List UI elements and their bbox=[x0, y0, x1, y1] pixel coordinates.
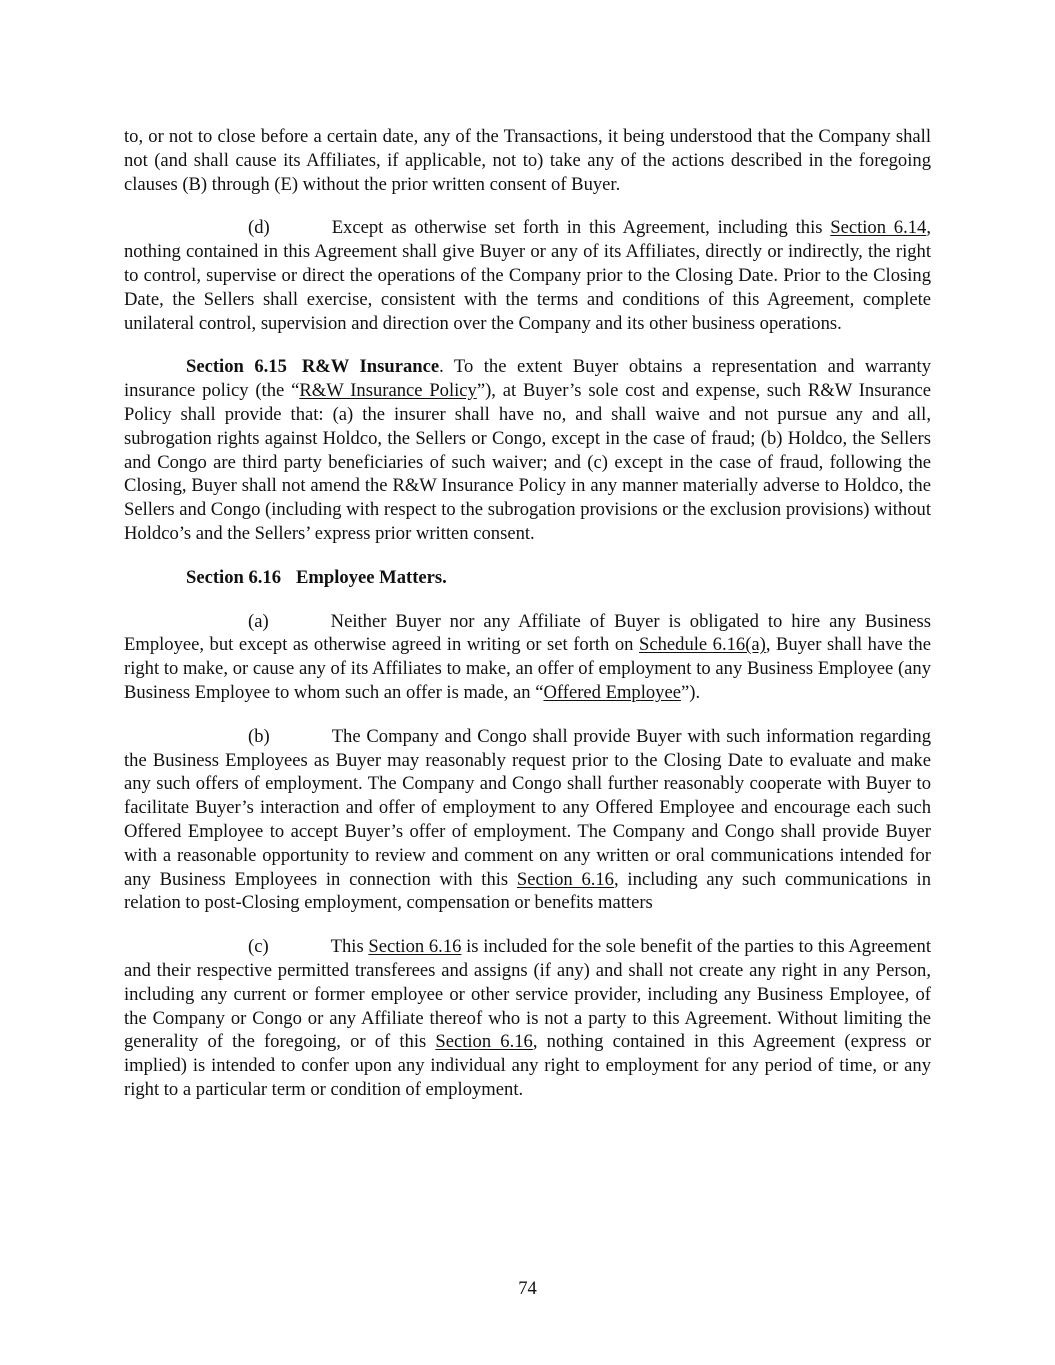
section-title: Employee Matters. bbox=[296, 566, 447, 588]
paragraph-text: The Company and Congo shall provide Buyer with such information regarding the Business Employees as Buyer may reasonably request prior to the Closing Date to evaluate and make any such offers of employment. The Company and Congo shall further reasonably cooperate with Buyer to facilitate Buyer’s interaction and offer of employment to any Offered Employee and encourage each such Offered Employee to accept Buyer’s offer of employment. The Company and Congo shall provide Buyer with a reasonable opportunity to review and comment on any written or oral communications intended for any Business Employees in connection with this bbox=[124, 725, 931, 890]
paragraph-text: , Buyer shall have the right to make, or cause any of its Affiliates to make, an offer of employment to any Business Employee (any Business Employee to whom such an offer is made, an “ bbox=[124, 634, 931, 703]
defined-term: R&W Insurance Policy bbox=[299, 380, 477, 402]
paragraph-text: , nothing contained in this Agreement (express or implied) is intended to confer upon any individual any right to employment for any period of time, or any right to a particular term or condition of employment. bbox=[124, 1031, 931, 1100]
clause-label: (a) bbox=[248, 610, 269, 632]
document-page bbox=[124, 125, 931, 1122]
cross-reference-link[interactable]: Section 6.16 bbox=[516, 868, 614, 890]
cross-reference-link[interactable]: Schedule 6.16(a) bbox=[639, 634, 766, 656]
paragraph-continuation bbox=[124, 125, 931, 196]
clause-label: (b) bbox=[248, 725, 270, 747]
paragraph-text: ”). bbox=[681, 681, 701, 703]
paragraph-text: . To the extent Buyer obtains a representation and warranty insurance policy (the “ bbox=[124, 356, 931, 402]
section-number: Section 6.15 bbox=[186, 356, 287, 378]
paragraph-6-14-d bbox=[124, 216, 931, 335]
section-number: Section 6.16 bbox=[186, 566, 282, 588]
clause-label: (d) bbox=[248, 217, 270, 239]
paragraph-text: ”), at Buyer’s sole cost and expense, such R&W Insurance Policy shall provide that: (a) the insurer shall have no, and shall waive and not pursue any and all, subrogation rights against Holdco, the Sellers or Congo, except in the case of fraud; (b) Holdco, the Sellers and Congo are third party beneficiaries of such waiver; and (c) except in the case of fraud, following the Closing, Buyer shall not amend the R&W Insurance Policy in any manner materially adverse to Holdco, the Sellers and Congo (including with respect to the subrogation provisions or the exclusion provisions) without Holdco’s and the Sellers’ express prior written consent. bbox=[124, 380, 931, 544]
paragraph-text: Neither Buyer nor any Affiliate of Buyer is obligated to hire any Business Employee, but except as otherwise agreed in writing or set forth on bbox=[124, 610, 931, 656]
defined-term: Offered Employee bbox=[543, 681, 681, 703]
paragraph-6-16-b bbox=[124, 725, 931, 915]
paragraph-6-16-c bbox=[124, 935, 931, 1102]
paragraph-text: Except as otherwise set forth in this Agreement, including this bbox=[331, 217, 831, 239]
page-number: 74 bbox=[518, 1278, 537, 1299]
paragraph-text: , including any such communications in relation to post-Closing employment, compensation or benefits matters bbox=[124, 868, 931, 914]
section-6-16-heading bbox=[124, 566, 931, 590]
paragraph-text: is included for the sole benefit of the parties to this Agreement and their respective permitted transferees and assigns (if any) and shall not create any right in any Person, including any current or former employee or other service provider, including any Business Employee, of the Company or Congo or any Affiliate thereof who is not a party to this Agreement. Without limiting the generality of the foregoing, or of this bbox=[124, 936, 931, 1053]
section-title: R&W Insurance bbox=[301, 356, 440, 378]
cross-reference-link[interactable]: Section 6.16 bbox=[368, 936, 462, 958]
section-6-15 bbox=[124, 355, 931, 545]
paragraph-text: , nothing contained in this Agreement shall give Buyer or any of its Affiliates, directly or indirectly, the right to control, supervise or direct the operations of the Company prior to the Closing Date. Prior to the Closing Date, the Sellers shall exercise, consistent with the terms and conditions of this Agreement, complete unilateral control, supervision and direction over the Company and its other business operations. bbox=[124, 217, 931, 334]
cross-reference-link[interactable]: Section 6.14 bbox=[830, 217, 927, 239]
paragraph-text: This bbox=[330, 936, 369, 958]
clause-label: (c) bbox=[248, 936, 269, 958]
paragraph-6-16-a bbox=[124, 610, 931, 705]
cross-reference-link[interactable]: Section 6.16 bbox=[435, 1031, 533, 1053]
paragraph-text: to, or not to close before a certain date, any of the Transactions, it being understood that the Company shall not (and shall cause its Affiliates, if applicable, not to) take any of the actions described in the foregoing clauses (B) through (E) without the prior written consent of Buyer. bbox=[124, 126, 931, 195]
